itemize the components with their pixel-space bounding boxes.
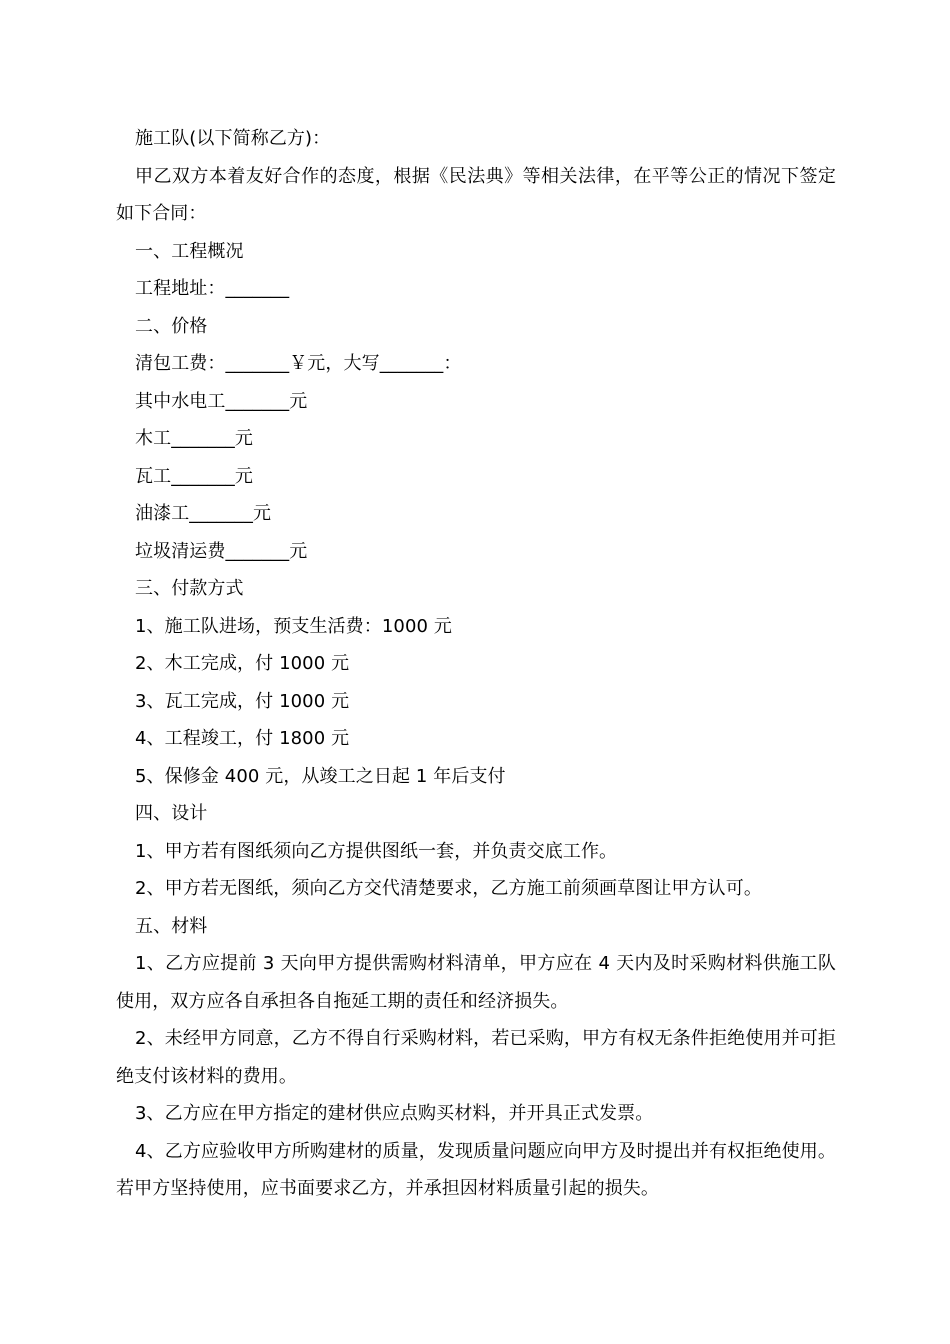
payment-item-3: 3、瓦工完成，付 1000 元 <box>135 690 350 712</box>
materials-item-1: 1、乙方应提前 3 天向甲方提供需购材料清单，甲方应在 4 天内及时采购材料供施工队使用，双方应各自承担各自拖延工期的责任和经济损失。 <box>116 953 836 1012</box>
party-b-line: 施工队(以下简称乙方)： <box>135 128 331 149</box>
labor-fee-line: 清包工费：_______￥元，大写_______： <box>135 353 462 374</box>
materials-item-4: 4、乙方应验收甲方所购建材的质量，发现质量问题应向甲方及时提出并有权拒绝使用。若甲方坚持使用，应书面要求乙方，并承担因材料质量引起的损失。 <box>116 1140 836 1199</box>
section-heading-materials: 五、材料 <box>135 915 208 937</box>
section-heading-payment: 三、付款方式 <box>135 578 244 599</box>
project-address-line: 工程地址：_______ <box>135 278 290 299</box>
tiling-fee-line: 瓦工_______元 <box>135 465 253 487</box>
payment-item-1: 1、施工队进场，预支生活费：1000 元 <box>135 615 452 637</box>
section-heading-design: 四、设计 <box>135 803 208 824</box>
materials-item-2: 2、未经甲方同意，乙方不得自行采购材料，若已采购，甲方有权无条件拒绝使用并可拒绝支付该材料的费用。 <box>116 1028 836 1087</box>
design-item-1: 1、甲方若有图纸须向乙方提供图纸一套，并负责交底工作。 <box>135 840 618 862</box>
waste-removal-fee-line: 垃圾清运费_______元 <box>135 540 308 562</box>
design-item-2: 2、甲方若无图纸，须向乙方交代清楚要求，乙方施工前须画草图让甲方认可。 <box>135 878 762 899</box>
payment-item-2: 2、木工完成，付 1000 元 <box>135 653 350 674</box>
materials-item-3: 3、乙方应在甲方指定的建材供应点购买材料，并开具正式发票。 <box>135 1103 654 1124</box>
section-heading-price: 二、价格 <box>135 315 208 337</box>
carpentry-fee-line: 木工_______元 <box>135 428 253 449</box>
preamble-paragraph: 甲乙双方本着友好合作的态度，根据《民法典》等相关法律，在平等公正的情况下签定如下合同： <box>116 165 836 224</box>
payment-item-4: 4、工程竣工，付 1800 元 <box>135 728 350 749</box>
plumbing-electrical-fee-line: 其中水电工_______元 <box>135 390 308 412</box>
payment-item-5: 5、保修金 400 元，从竣工之日起 1 年后支付 <box>135 765 506 787</box>
painting-fee-line: 油漆工_______元 <box>135 503 272 524</box>
section-heading-project-overview: 一、工程概况 <box>135 240 244 262</box>
contract-body <box>116 120 836 1208</box>
